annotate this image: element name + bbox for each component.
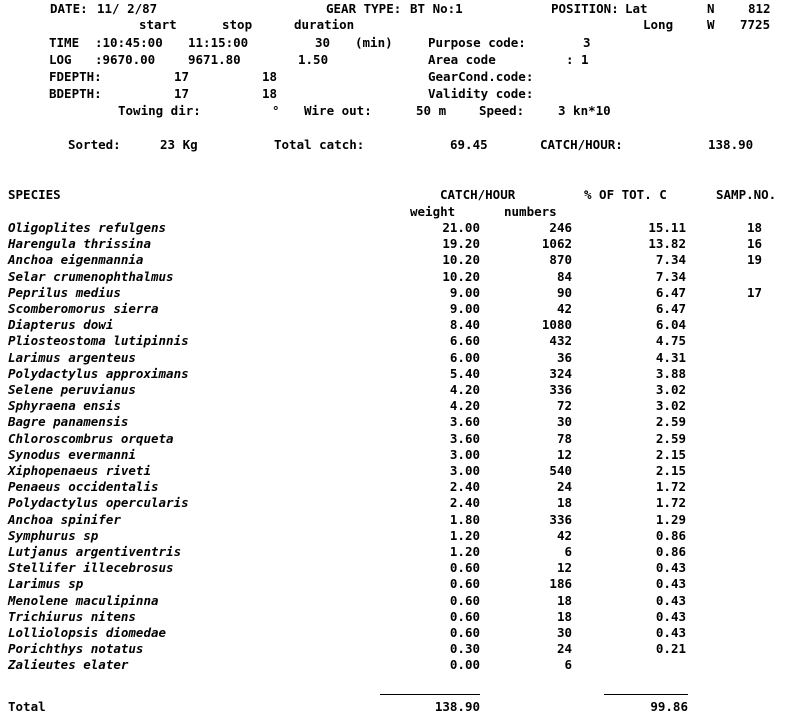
column-stop-label: stop [222,17,253,32]
fdepth-label: FDEPTH: [49,69,102,84]
catch-per-hour-column-header: CATCH/HOUR [440,187,516,202]
numbers-value: 78 [556,431,572,446]
percent-value: 4.75 [655,333,686,348]
species-name: Anchoa eigenmannia [8,252,144,267]
species-name: Trichiurus nitens [8,609,136,624]
latitude-value: 812 [748,1,771,16]
speed-value: 3 kn*10 [558,103,611,118]
percent-value: 13.82 [648,236,686,251]
area-code-value: : 1 [566,52,589,67]
purpose-code-label: Purpose code: [428,35,526,50]
weight-value: 5.40 [449,366,480,381]
numbers-value: 1062 [541,236,572,251]
sample-number-value: 19 [746,252,762,267]
percent-total-rule [604,694,688,695]
numbers-value: 42 [556,528,572,543]
percent-value: 0.86 [655,528,686,543]
sorted-value: 23 Kg [160,137,198,152]
numbers-value: 6 [564,657,572,672]
weight-value: 6.60 [449,333,480,348]
numbers-value: 18 [556,593,572,608]
weight-value: 3.00 [449,463,480,478]
species-name: Penaeus occidentalis [8,479,159,494]
time-start: :10:45:00 [95,35,163,50]
species-name: Lolliolopsis diomedae [8,625,167,640]
percent-value: 0.21 [655,641,686,656]
log-label: LOG [49,52,72,67]
total-weight-value: 138.90 [434,699,480,714]
longitude-label: Long [643,17,674,32]
wire-out-value: 50 m [416,103,447,118]
sample-number-value: 18 [746,220,762,235]
weight-value: 2.40 [449,495,480,510]
bdepth-label: BDEPTH: [49,86,102,101]
log-start: :9670.00 [95,52,156,67]
date-value: 11/ 2/87 [97,1,158,16]
weight-value: 0.60 [449,576,480,591]
catch-per-hour-label: CATCH/HOUR: [540,137,623,152]
numbers-value: 432 [549,333,572,348]
species-name: Lutjanus argentiventris [8,544,182,559]
fdepth-start: 17 [174,69,190,84]
sorted-label: Sorted: [68,137,121,152]
purpose-code-value: 3 [583,35,591,50]
species-name: Harengula thrissina [8,236,151,251]
time-duration: 30 [315,35,331,50]
weight-value: 4.20 [449,398,480,413]
latitude-label: Lat [625,1,648,16]
weight-value: 3.60 [449,414,480,429]
weight-value: 1.80 [449,512,480,527]
numbers-value: 246 [549,220,572,235]
percent-value: 0.43 [655,625,686,640]
numbers-value: 336 [549,512,572,527]
species-name: Diapterus dowi [8,317,114,332]
species-name: Polydactylus approximans [8,366,189,381]
column-start-label: start [139,17,177,32]
longitude-hemisphere: W [707,17,715,32]
gear-condition-label: GearCond.code: [428,69,534,84]
weight-value: 0.60 [449,593,480,608]
species-name: Selene peruvianus [8,382,136,397]
species-name: Oligoplites refulgens [8,220,167,235]
percent-value: 4.31 [655,350,686,365]
percent-value: 15.11 [648,220,686,235]
percent-value: 3.02 [655,382,686,397]
species-name: Pliosteostoma lutipinnis [8,333,189,348]
numbers-value: 324 [549,366,572,381]
longitude-value: 7725 [740,17,771,32]
weight-total-rule [380,694,480,695]
sample-number-column-header: SAMP.NO. [716,187,777,202]
weight-value: 1.20 [449,544,480,559]
numbers-value: 870 [549,252,572,267]
time-label: TIME [49,35,80,50]
numbers-value: 540 [549,463,572,478]
fdepth-stop: 18 [262,69,278,84]
gear-type-label: GEAR TYPE: [326,1,402,16]
species-name: Sphyraena ensis [8,398,121,413]
validity-code-label: Validity code: [428,86,534,101]
numbers-value: 18 [556,495,572,510]
percent-value: 0.43 [655,560,686,575]
total-label: Total [8,699,46,714]
catch-per-hour-value: 138.90 [708,137,754,152]
species-column-header: SPECIES [8,187,61,202]
numbers-value: 6 [564,544,572,559]
species-name: Selar crumenophthalmus [8,269,174,284]
species-name: Polydactylus opercularis [8,495,189,510]
total-catch-label: Total catch: [274,137,365,152]
percent-value: 3.02 [655,398,686,413]
numbers-value: 336 [549,382,572,397]
percent-value: 0.86 [655,544,686,559]
species-name: Stellifer illecebrosus [8,560,174,575]
percent-value: 0.43 [655,576,686,591]
percent-value: 6.47 [655,285,686,300]
time-stop: 11:15:00 [188,35,249,50]
sample-number-value: 17 [746,285,762,300]
species-name: Anchoa spinifer [8,512,121,527]
weight-value: 4.20 [449,382,480,397]
numbers-value: 36 [556,350,572,365]
weight-value: 6.00 [449,350,480,365]
percent-value: 3.88 [655,366,686,381]
time-unit: (min) [355,35,393,50]
species-name: Peprilus medius [8,285,121,300]
towing-direction-label: Towing dir: [118,103,201,118]
weight-value: 19.20 [442,236,480,251]
weight-value: 0.60 [449,560,480,575]
log-duration: 1.50 [298,52,329,67]
species-name: Porichthys notatus [8,641,144,656]
percent-value: 2.59 [655,431,686,446]
numbers-value: 186 [549,576,572,591]
species-name: Larimus argenteus [8,350,136,365]
weight-value: 8.40 [449,317,480,332]
percent-value: 0.43 [655,609,686,624]
total-catch-value: 69.45 [450,137,488,152]
bdepth-start: 17 [174,86,190,101]
species-name: Synodus evermanni [8,447,136,462]
numbers-value: 24 [556,641,572,656]
bdepth-stop: 18 [262,86,278,101]
gear-type-value: BT No:1 [410,1,463,16]
numbers-value: 30 [556,414,572,429]
column-duration-label: duration [294,17,355,32]
percent-value: 6.47 [655,301,686,316]
numbers-value: 84 [556,269,572,284]
percent-value: 7.34 [655,252,686,267]
weight-value: 0.00 [449,657,480,672]
numbers-value: 12 [556,560,572,575]
weight-value: 0.60 [449,609,480,624]
numbers-value: 42 [556,301,572,316]
weight-value: 0.30 [449,641,480,656]
percent-value: 1.29 [655,512,686,527]
numbers-value: 30 [556,625,572,640]
weight-value: 0.60 [449,625,480,640]
percent-value: 2.15 [655,447,686,462]
percent-value: 7.34 [655,269,686,284]
percent-value: 2.15 [655,463,686,478]
percent-value: 2.59 [655,414,686,429]
numbers-subheader: numbers [504,204,557,219]
percent-value: 0.43 [655,593,686,608]
species-name: Xiphopenaeus riveti [8,463,151,478]
percent-value: 1.72 [655,479,686,494]
weight-subheader: weight [410,204,456,219]
weight-value: 3.60 [449,431,480,446]
numbers-value: 90 [556,285,572,300]
percent-value: 6.04 [655,317,686,332]
total-percent-value: 99.86 [650,699,688,714]
date-label: DATE: [50,1,88,16]
numbers-value: 72 [556,398,572,413]
speed-label: Speed: [479,103,525,118]
weight-value: 10.20 [442,269,480,284]
sample-number-value: 16 [746,236,762,251]
weight-value: 2.40 [449,479,480,494]
wire-out-label: Wire out: [304,103,372,118]
weight-value: 21.00 [442,220,480,235]
area-code-label: Area code [428,52,496,67]
numbers-value: 1080 [541,317,572,332]
species-name: Menolene maculipinna [8,593,159,608]
numbers-value: 24 [556,479,572,494]
species-name: Bagre panamensis [8,414,129,429]
species-name: Zalieutes elater [8,657,129,672]
position-label: POSITION: [551,1,619,16]
log-stop: 9671.80 [188,52,241,67]
weight-value: 9.00 [449,285,480,300]
weight-value: 10.20 [442,252,480,267]
numbers-value: 12 [556,447,572,462]
weight-value: 3.00 [449,447,480,462]
species-name: Larimus sp [8,576,84,591]
species-name: Symphurus sp [8,528,99,543]
numbers-value: 18 [556,609,572,624]
species-name: Chloroscombrus orqueta [8,431,174,446]
percent-of-total-column-header: % OF TOT. C [584,187,667,202]
weight-value: 1.20 [449,528,480,543]
percent-value: 1.72 [655,495,686,510]
towing-direction-value: ° [272,103,280,118]
weight-value: 9.00 [449,301,480,316]
species-name: Scomberomorus sierra [8,301,159,316]
latitude-hemisphere: N [707,1,715,16]
